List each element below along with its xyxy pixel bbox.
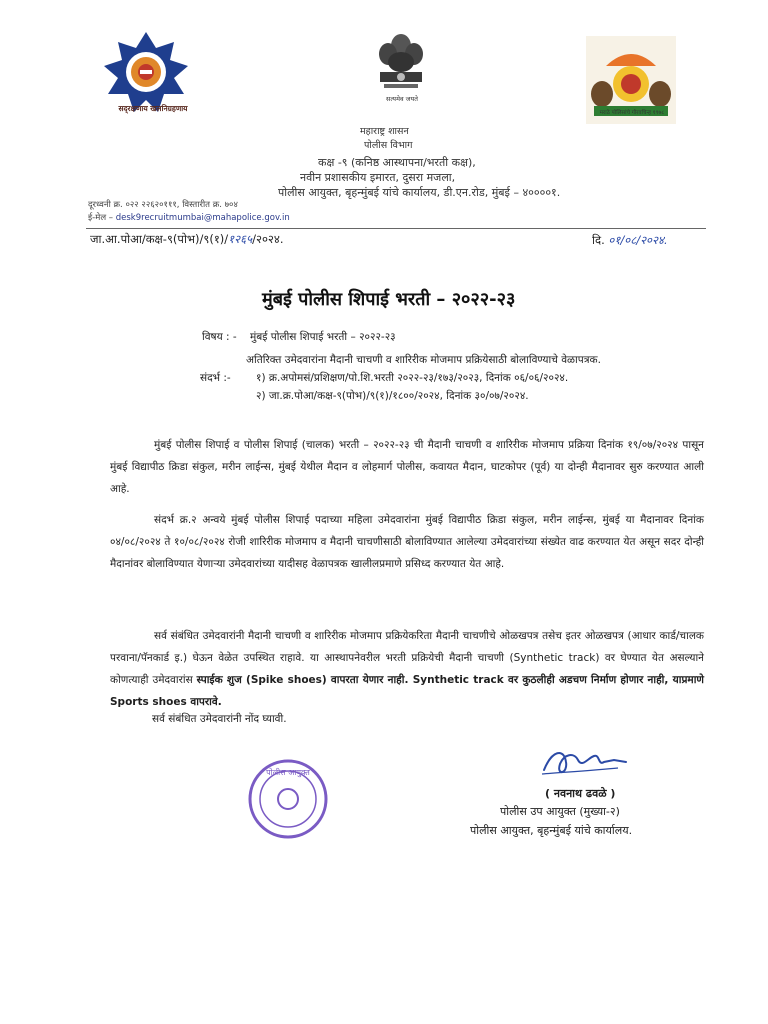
office-stamp-icon bbox=[246, 757, 330, 841]
emblem-motto: सत्यमेव जयते bbox=[386, 95, 418, 103]
date-prefix: दि. bbox=[592, 233, 605, 247]
reference-number bbox=[90, 232, 284, 247]
letter-date bbox=[592, 233, 668, 248]
closing-note: सर्व संबंधित उमेदवारांनी नोंद घ्यावी. bbox=[152, 713, 287, 725]
body-paragraph-2 bbox=[110, 509, 704, 575]
office-building: नवीन प्रशासकीय इमारत, दुसरा मजला, bbox=[300, 171, 456, 184]
letter-title: मुंबई पोलीस शिपाई भरती – २०२२-२३ bbox=[262, 289, 516, 310]
body-paragraph-1 bbox=[110, 434, 704, 500]
reference-handwritten: १२६५ bbox=[228, 232, 253, 246]
email-label: ई-मेल – bbox=[88, 213, 114, 223]
government-name: महाराष्ट्र शासन bbox=[360, 126, 409, 137]
body-paragraph-3 bbox=[110, 625, 704, 713]
body-paragraph-1-text: मुंबई पोलीस शिपाई व पोलीस शिपाई (चालक) भरती – २०२२-२३ ची मैदानी चाचणी व शारिरीक मोजमाप प्रक्रिया दिनांक १९/०७/२०२४ पासून मुंबई विद्यापीठ क्रिडा संकुल, मरीन लाईन्स, मुंबई येथील मैदान व लोहमार्ग पोलीस, कवायत मैदान, घाटकोपर (पूर्व) या दोन्ही मैदानावर सुरु करण्यात आली आहे. bbox=[110, 439, 704, 495]
phone-line: दूरध्वनी क्र. ०२२ २२६२०१११, विस्तारीत क्र. ७०४ bbox=[88, 200, 238, 210]
reference-prefix: जा.आ.पोआ/कक्ष-९(पोभ)/९(१)/ bbox=[90, 232, 229, 246]
crest-caption: मराठे पोलिसांचे गौरवचिन्ह १९७८ bbox=[599, 110, 665, 116]
body-paragraph-3-bold: स्पाईक शुज (Spike shoes) वापरता येणार नाही. Synthetic track वर कुठलीही अडचण निर्माण होणार नाही, याप्रमाणे Sports shoes वापरावे. bbox=[110, 674, 705, 708]
signature-icon bbox=[538, 740, 634, 782]
email-line bbox=[88, 212, 290, 223]
reference-suffix: /२०२४. bbox=[252, 232, 284, 246]
subject-line-2: अतिरिक्त उमेदवारांना मैदानी चाचणी व शारिरीक मोजमाप प्रक्रियेसाठी बोलाविण्याचे वेळापत्रक. bbox=[246, 354, 601, 366]
signatory-name: ( नवनाथ ढवळे ) bbox=[545, 787, 616, 800]
references-label: संदर्भ :- bbox=[200, 372, 231, 384]
signatory-office: पोलीस आयुक्त, बृहन्मुंबई यांचे कार्यालय. bbox=[470, 824, 633, 837]
subject-line-1: मुंबई पोलीस शिपाई भरती – २०२२-२३ bbox=[250, 331, 396, 343]
office-address: पोलीस आयुक्त, बृहन्मुंबई यांचे कार्यालय, डी.एन.रोड, मुंबई – ४००००१. bbox=[278, 186, 561, 199]
date-handwritten: ०१/०८/२०२४. bbox=[608, 233, 668, 247]
reference-item-2: २) जा.क्र.पोआ/कक्ष-९(पोभ)/९(१)/१८००/२०२४, दिनांक ३०/०७/२०२४. bbox=[256, 390, 529, 402]
department-name: पोलीस विभाग bbox=[364, 140, 413, 151]
signatory-title: पोलीस उप आयुक्त (मुख्या-२) bbox=[500, 805, 620, 818]
office-cell: कक्ष -९ (कनिष्ठ आस्थापना/भरती कक्ष), bbox=[318, 156, 476, 169]
body-paragraph-3-text: सर्व संबंधित उमेदवारांनी मैदानी चाचणी व शारिरीक मोजमाप प्रक्रियेकरिता मैदानी चाचणीचे ओळखपत्र तसेच इतर ओळखपत्र (आधार कार्ड/चालक परवाना/पॅनकार्ड इ.) घेऊन वेळेत उपस्थित राहावे. या आस्थापनेवरील भरती प्रक्रियेची मैदानी चाचणी (Synthetic track) वर घेण्यात येत असल्याने कोणत्याही उमेदवारांस bbox=[110, 630, 704, 686]
police-motto: सद्‌रक्षणाय खलनिग्रहणाय bbox=[118, 104, 188, 113]
stamp-text: पोलीस आयुक्त bbox=[266, 768, 310, 777]
reference-item-1: १) क्र.अपोमसं/प्रशिक्षण/पो.शि.भरती २०२२-२३/१७३/२०२३, दिनांक ०६/०६/२०२४. bbox=[256, 372, 569, 384]
body-paragraph-2-text: संदर्भ क्र.२ अन्वये मुंबई पोलीस शिपाई पदाच्या महिला उमेदवारांना मुंबई विद्यापीठ क्रिडा संकुल, मरीन लाईन्स, मुंबई या मैदानावर दिनांक ०४/०८/२०२४ ते १०/०८/२०२४ रोजी शारिरीक मोजमाप व मैदानी चाचणीसाठी बोलाविण्यात आलेल्या उमेदवारांच्या संख्येत वाढ करण्यात येत असून सदर दोन्ही मैदानांवर बोलाविण्यात येणाऱ्या उमेदवारांच्या यादीसह वेळापत्रक खालीलप्रमाणे प्रसिध्द करण्यात येत आहे. bbox=[110, 514, 704, 570]
header-divider bbox=[86, 228, 706, 229]
email-address[interactable]: desk9recruitmumbai@mahapolice.gov.in bbox=[115, 213, 290, 223]
subject-label: विषय : - bbox=[202, 331, 237, 343]
